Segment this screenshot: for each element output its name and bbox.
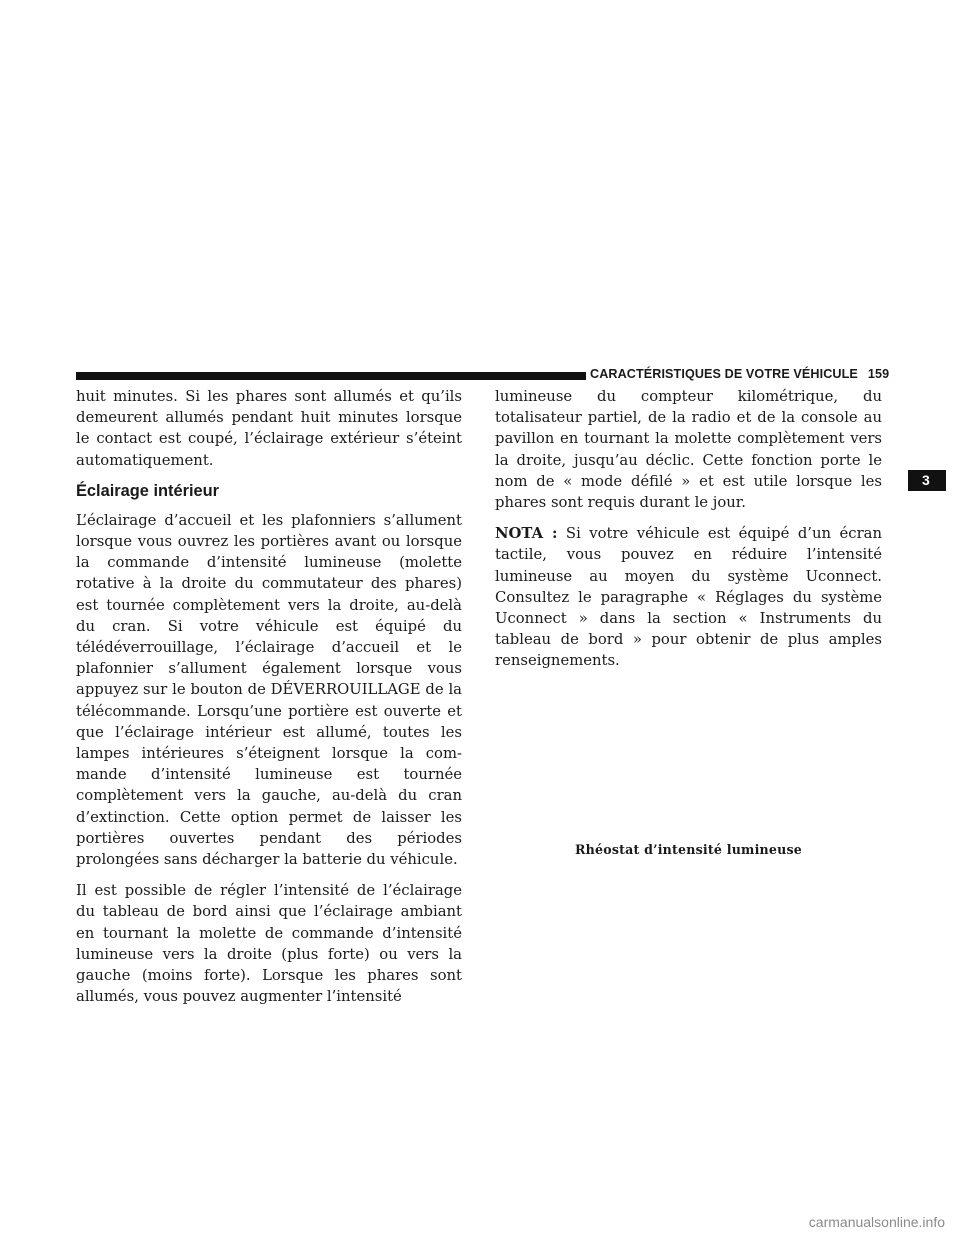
paragraph-parade-mode: lumineuse du compteur kilométrique, du totalisateur partiel, de la radio et de la console au pavillon en tournant la molette complètement vers la droite, jusqu’au déclic. Cette fonction porte le nom de « mode défilé » et est utile lorsque les phares sont requis durant le jour. <box>495 388 882 512</box>
paragraph-continued: huit minutes. Si les phares sont allumés et qu’ils demeurent allumés pendant huit minutes lorsque le contact est coupé, l’éclairage extérieur s’éteint automatiquement. <box>76 388 462 469</box>
running-header <box>590 367 890 381</box>
section-title: CARACTÉRISTIQUES DE VOTRE VÉHICULE <box>590 367 858 381</box>
watermark-link[interactable]: carmanualsonline.info <box>808 1214 945 1230</box>
header-rule <box>76 372 586 380</box>
page-number: 159 <box>867 367 890 381</box>
section-heading: Éclairage intérieur <box>76 481 220 500</box>
nota-paragraph <box>495 523 882 671</box>
chapter-tab: 3 <box>908 470 946 491</box>
nota-label: NOTA : <box>495 525 558 543</box>
left-column <box>76 386 462 1017</box>
paragraph-interior-lighting: L’éclairage d’accueil et les plafonniers s’allument lorsque vous ouvrez les portières avant ou lorsque la commande d’intensité lumineuse (molette rotative à la droite du commutateur des phares) est tournée complètement vers la droite, au-delà du cran. Si votre véhicule est équipé du télédéverrouillage, l’éclairage d’accueil et le plafonnier s’allument également lorsque vous appuyez sur le bouton de DÉVERROUILLAGE de la télécommande. Lorsqu’une portière est ouverte et que l’éclairage intérieur est allumé, toutes les lampes intérieures s’éteignent lorsque la commande d’intensité lumineuse est tournée complètement vers la gauche, au-delà du cran d’extinction. Cette option permet de laisser les portières ouvertes pendant des périodes prolongées sans décharger la batterie du véhicule. <box>76 511 462 869</box>
figure-caption: Rhéostat d’intensité lumineuse <box>575 842 802 857</box>
right-column <box>495 386 882 682</box>
paragraph-dimmer: Il est possible de régler l’intensité de l’éclairage du tableau de bord ainsi que l’éclairage ambiant en tournant la molette de commande d’intensité lumineuse vers la droite (plus forte) ou vers la gauche (moins forte). Lorsque les phares sont allumés, vous pouvez augmenter l’intensité <box>76 882 462 1006</box>
nota-text: Si votre véhicule est équipé d’un écran tactile, vous pouvez en réduire l’intensité lumineuse au moyen du système Uconnect. Consultez le paragraphe « Réglages du système Uconnect » dans la section « Instruments du tableau de bord » pour obtenir de plus amples renseignements. <box>495 525 882 670</box>
